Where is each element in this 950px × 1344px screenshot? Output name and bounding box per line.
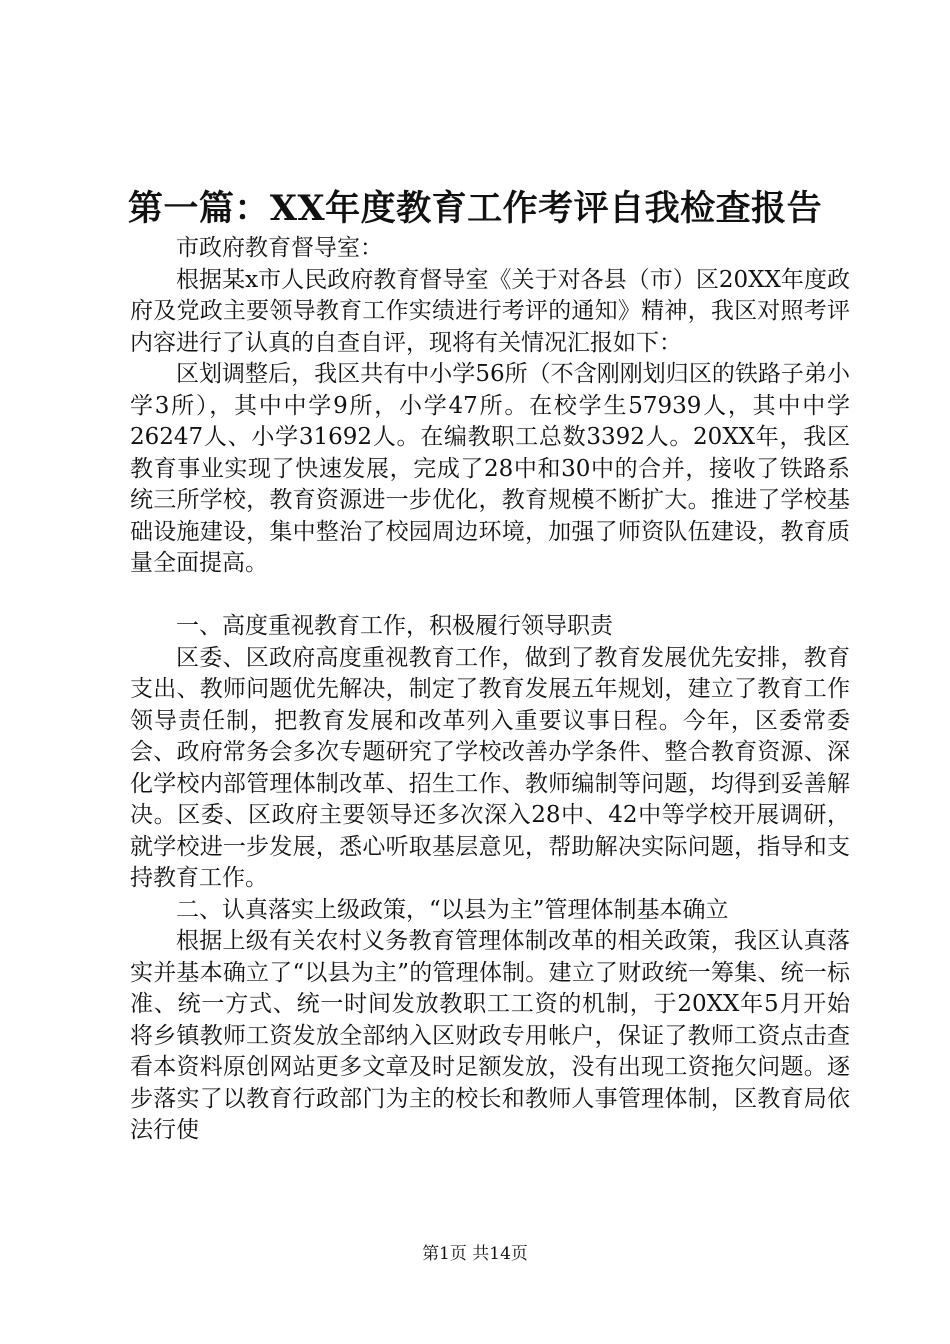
section-1-heading: 一、高度重视教育工作，积极履行领导职责 — [176, 613, 613, 639]
section-2-heading: 二、认真落实上级政策，“以县为主”管理体制基本确立 — [176, 896, 729, 923]
document-title: 第一篇：XX年度教育工作考评自我检查报告 — [127, 188, 823, 229]
document-body — [130, 233, 850, 1147]
section-2-paragraph: 根据上级有关农村义务教育管理体制改革的相关政策，我区认真落实并基本确立了“以县为主”的管理体制。建立了财政统一筹集、统一标准、统一方式、统一时间发放教职工工资的机制，于20XX年5月开始将乡镇教师工资发放全部纳入区财政专用帐户，保证了教师工资点击查看本资料原创网站更多文章及时足额发放，没有出现工资拖欠问题。逐步落实了以教育行政部门为主的校长和教师人事管理体制，区教育局依法行使 — [130, 928, 850, 1143]
section-1-paragraph: 区委、区政府高度重视教育工作，做到了教育发展优先安排，教育支出、教师问题优先解决，制定了教育发展五年规划，建立了教育工作领导责任制，把教育发展和改革列入重要议事日程。今年，区委常委会、政府常务会多次专题研究了学校改善办学条件、整合教育资源、深化学校内部管理体制改革、招生工作、教师编制等问题，均得到妥善解决。区委、区政府主要领导还多次深入28中、42中等学校开展调研，就学校进一步发展，悉心听取基层意见，帮助解决实际问题，指导和支持教育工作。 — [130, 644, 850, 891]
intro-paragraph: 根据某x市人民政府教育督导室《关于对各县（市）区20XX年度政府及党政主要领导教育工作实绩进行考评的通知》精神，我区对照考评内容进行了认真的自查自评，现将有关情况汇报如下： — [130, 266, 850, 356]
page-indicator: 第1页 共14页 — [422, 1244, 528, 1264]
salutation: 市政府教育督导室： — [176, 235, 383, 261]
overview-paragraph: 区划调整后，我区共有中小学56所（不含刚刚划归区的铁路子弟小学3所），其中中学9所，小学47所。在校学生57939人，其中中学26247人、小学31692人。在编教职工总数3392人。20XX年，我区教育事业实现了快速发展，完成了28中和30中的合并，接收了铁路系统三所学校，教育资源进一步优化，教育规模不断扩大。推进了学校基础设施建设，集中整治了校园周边环境，加强了师资队伍建设，教育质量全面提高。 — [130, 361, 850, 576]
